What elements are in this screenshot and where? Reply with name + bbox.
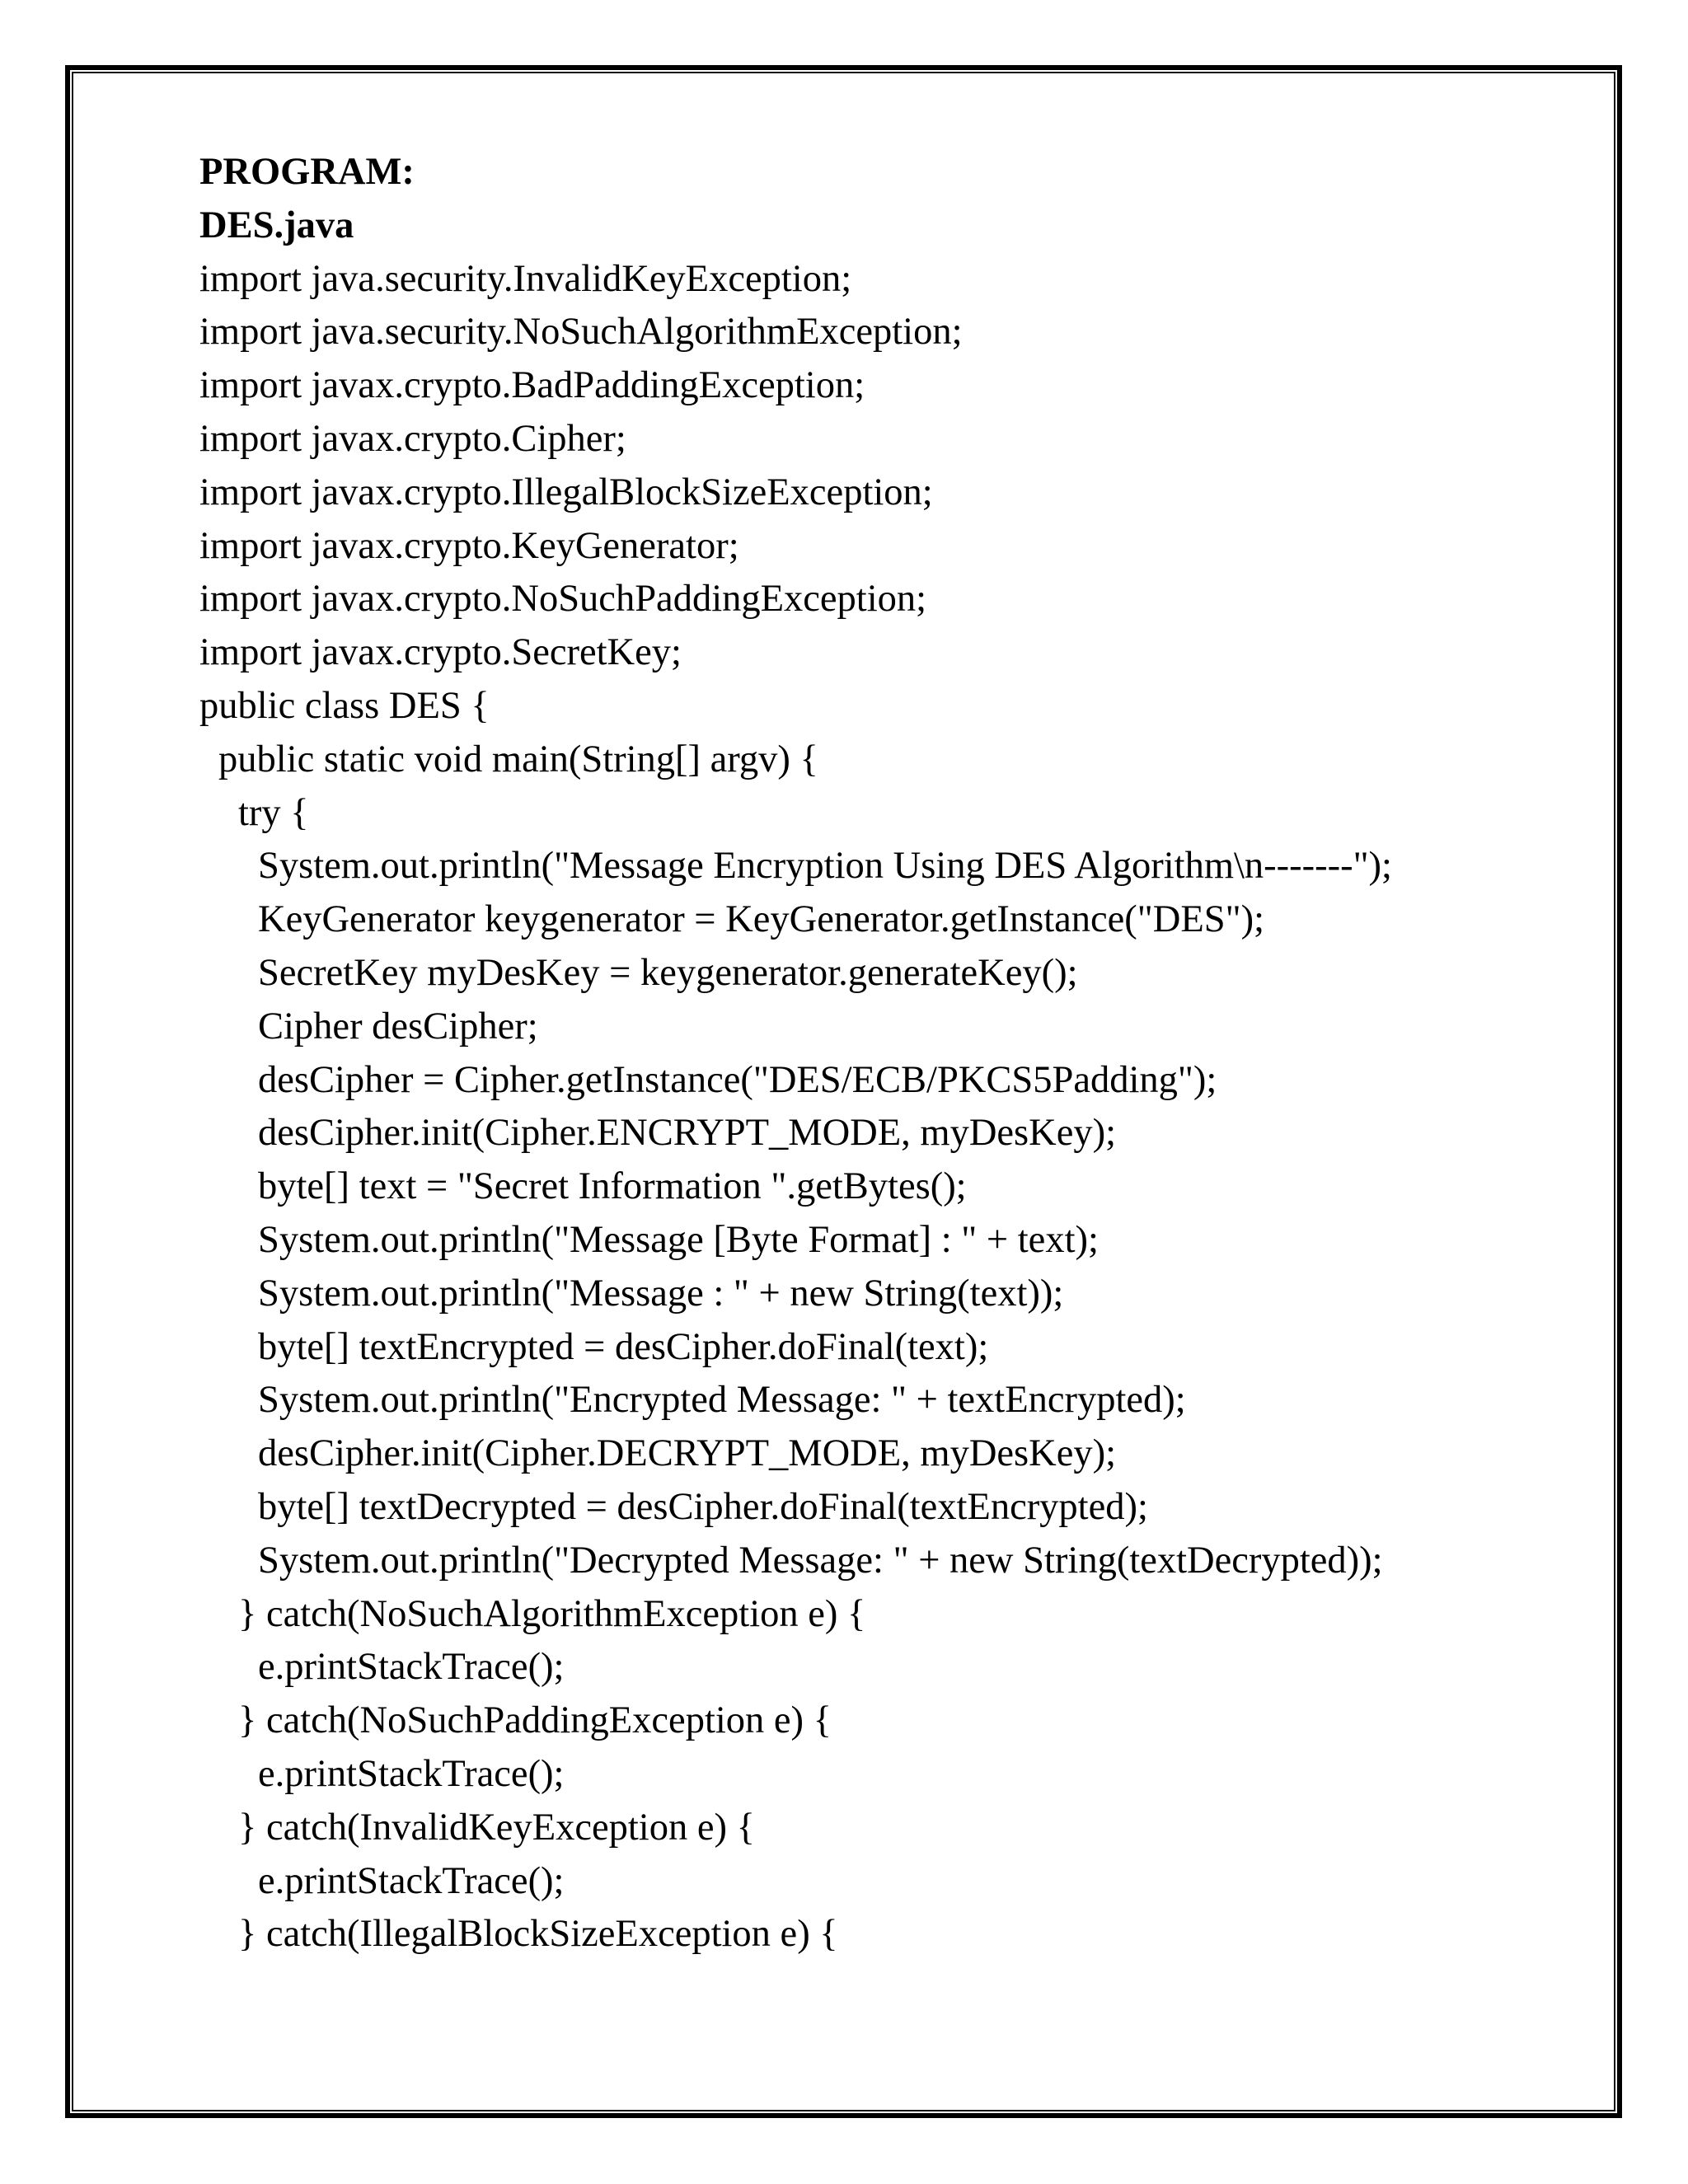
code-line: desCipher.init(Cipher.DECRYPT_MODE, myDesKey); — [258, 1432, 1117, 1475]
code-line: SecretKey myDesKey = keygenerator.generateKey(); — [258, 951, 1078, 994]
code-line: import java.security.InvalidKeyException; — [199, 257, 852, 300]
file-name-heading: DES.java — [199, 204, 354, 246]
code-line: e.printStackTrace(); — [258, 1859, 565, 1902]
code-line: e.printStackTrace(); — [258, 1646, 565, 1689]
code-line: desCipher.init(Cipher.ENCRYPT_MODE, myDesKey); — [258, 1112, 1117, 1155]
code-line: e.printStackTrace(); — [258, 1752, 565, 1795]
code-line: System.out.println("Encrypted Message: " + textEncrypted); — [258, 1379, 1186, 1422]
code-line: System.out.println("Message [Byte Format] : " + text); — [258, 1218, 1099, 1261]
code-line: import javax.crypto.SecretKey; — [199, 631, 682, 674]
code-line: } catch(IllegalBlockSizeException e) { — [238, 1913, 838, 1956]
code-line: System.out.println("Message Encryption Using DES Algorithm\n-------"); — [258, 845, 1392, 888]
code-line: System.out.println("Message : " + new String(text)); — [258, 1272, 1064, 1315]
code-line: import java.security.NoSuchAlgorithmException; — [199, 311, 963, 354]
code-line: import javax.crypto.NoSuchPaddingException; — [199, 578, 927, 621]
code-line: System.out.println("Decrypted Message: " + new String(textDecrypted)); — [258, 1539, 1383, 1582]
code-line: desCipher = Cipher.getInstance("DES/ECB/PKCS5Padding"); — [258, 1058, 1217, 1101]
code-line: try { — [238, 791, 309, 834]
code-line: byte[] textEncrypted = desCipher.doFinal(text); — [258, 1325, 989, 1368]
code-line: } catch(InvalidKeyException e) { — [238, 1806, 755, 1849]
code-line: import javax.crypto.KeyGenerator; — [199, 524, 739, 567]
program-listing — [199, 146, 1601, 1961]
code-line: public static void main(String[] argv) { — [218, 738, 818, 780]
code-line: Cipher desCipher; — [258, 1005, 538, 1047]
code-line: } catch(NoSuchAlgorithmException e) { — [238, 1592, 866, 1635]
code-line: import javax.crypto.BadPaddingException; — [199, 364, 865, 407]
section-heading: PROGRAM: — [199, 151, 415, 193]
code-line: byte[] text = "Secret Information ".getBytes(); — [258, 1165, 967, 1208]
code-line: } catch(NoSuchPaddingException e) { — [238, 1699, 832, 1742]
code-line: public class DES { — [199, 684, 490, 727]
code-line: KeyGenerator keygenerator = KeyGenerator.getInstance("DES"); — [258, 898, 1264, 941]
code-line: byte[] textDecrypted = desCipher.doFinal(textEncrypted); — [258, 1485, 1148, 1528]
code-line: import javax.crypto.IllegalBlockSizeException; — [199, 471, 933, 513]
code-line: import javax.crypto.Cipher; — [199, 417, 626, 460]
